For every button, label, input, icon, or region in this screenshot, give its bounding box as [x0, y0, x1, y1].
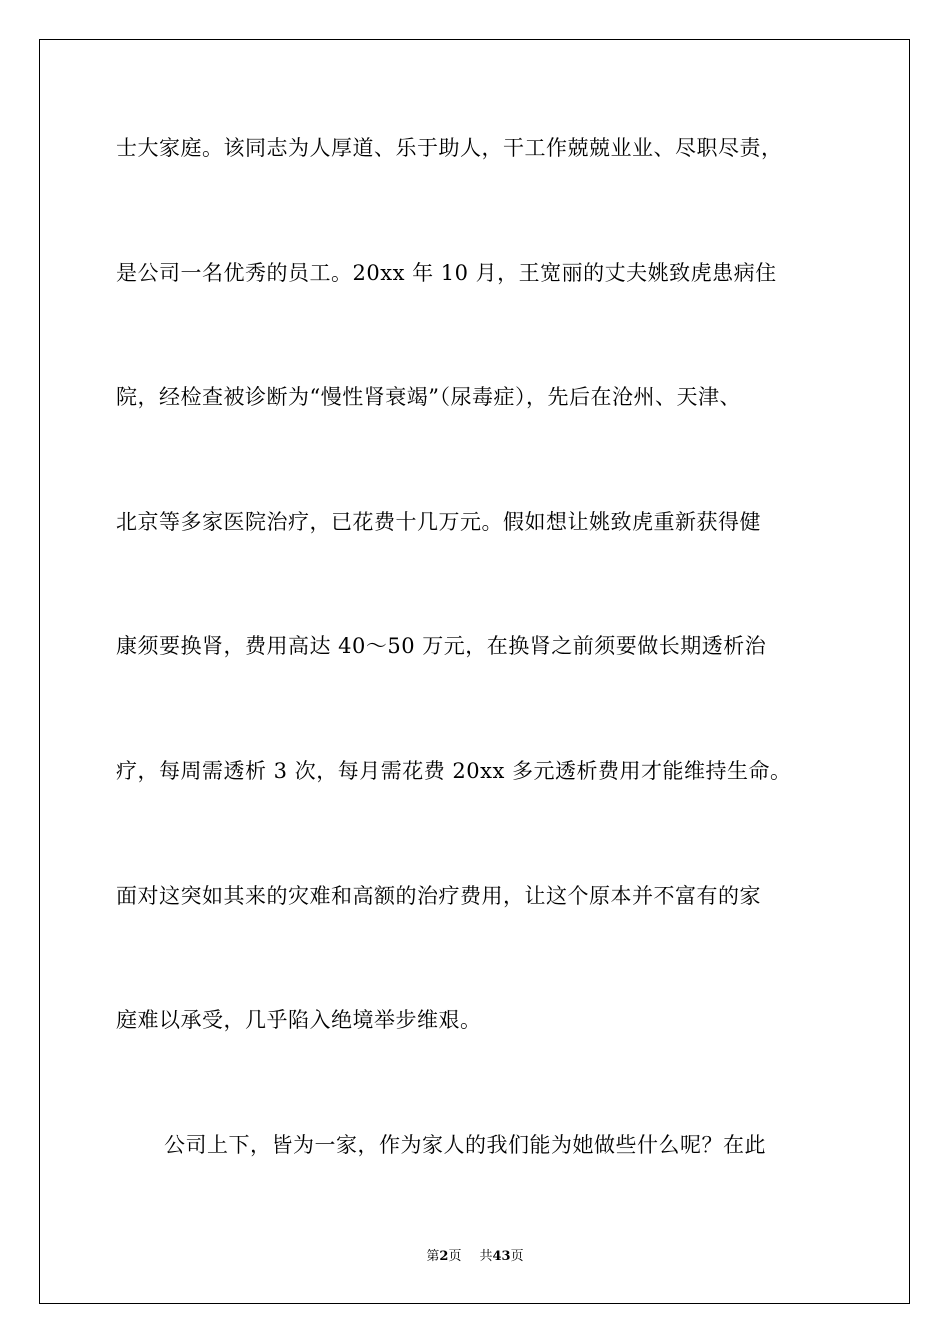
total-prefix: 共	[479, 1249, 493, 1264]
page-number: 2	[439, 1249, 449, 1264]
page-footer	[0, 1247, 950, 1267]
page-prefix: 第	[426, 1249, 440, 1264]
text-line: 康须要换肾，费用高达 40～50 万元，在换肾之前须要做长期透析治	[116, 634, 767, 659]
text-line: 院，经检查被诊断为“慢性肾衰竭”（尿毒症），先后在沧州、天津、	[116, 385, 741, 410]
total-suffix: 页	[510, 1249, 524, 1264]
text-line: 北京等多家医院治疗，已花费十几万元。假如想让姚致虎重新获得健	[116, 509, 761, 534]
text-line: 面对这突如其来的灾难和高额的治疗费用，让这个原本并不富有的家	[116, 883, 761, 908]
document-body	[116, 108, 836, 1229]
paragraph-start-line: 公司上下，皆为一家，作为家人的我们能为她做些什么呢？在此	[164, 1132, 766, 1157]
text-line: 庭难以承受，几乎陷入绝境举步维艰。	[116, 1008, 482, 1033]
text-line: 疗，每周需透析 3 次，每月需花费 20xx 多元透析费用才能维持生命。	[116, 758, 792, 783]
text-line: 是公司一名优秀的员工。20xx 年 10 月，王宽丽的丈夫姚致虎患病住	[116, 260, 777, 285]
page-suffix: 页	[448, 1249, 462, 1264]
total-pages: 43	[492, 1249, 511, 1264]
text-line: 士大家庭。该同志为人厚道、乐于助人，干工作兢兢业业、尽职尽责，	[116, 136, 783, 160]
